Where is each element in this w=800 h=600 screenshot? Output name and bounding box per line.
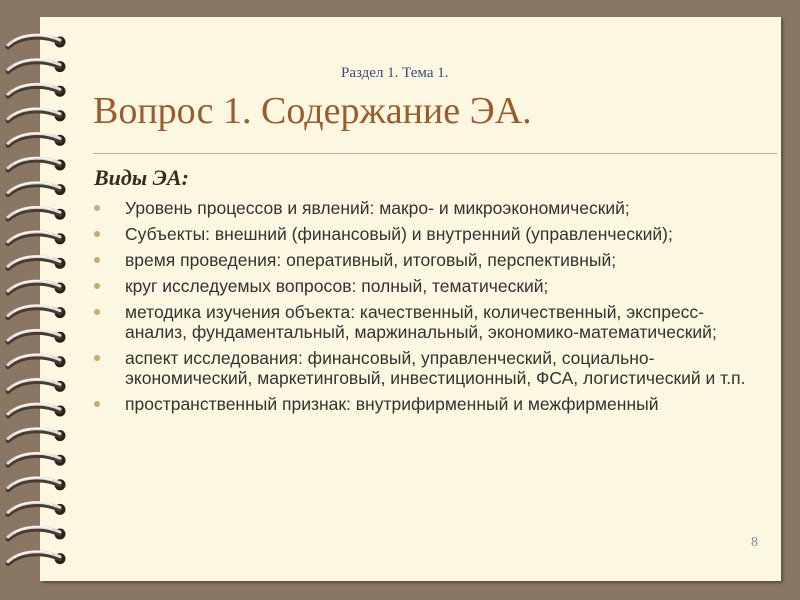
spiral-ring bbox=[8, 354, 66, 367]
spiral-ring bbox=[8, 59, 66, 72]
list-item bbox=[94, 198, 754, 218]
spiral-ring bbox=[8, 84, 66, 97]
spiral-ring bbox=[8, 527, 66, 540]
list-item-text: аспект исследования: финансовый, управленческий, социально-экономический, маркетинговый, инвестиционный, ФСА, логистический и т.п. bbox=[125, 348, 746, 388]
bullet-dot-icon bbox=[94, 309, 100, 315]
spiral-ring bbox=[8, 477, 66, 490]
spiral-ring bbox=[8, 281, 66, 294]
page-number: 8 bbox=[751, 535, 758, 550]
spiral-ring bbox=[8, 453, 66, 466]
list-item-text: круг исследуемых вопросов: полный, тематический; bbox=[125, 276, 549, 296]
spiral-ring bbox=[8, 108, 66, 121]
spiral-ring bbox=[8, 379, 66, 392]
spiral-ring bbox=[8, 158, 66, 171]
spiral-ring bbox=[8, 256, 66, 269]
spiral-ring bbox=[8, 182, 66, 195]
spiral-ring bbox=[8, 404, 66, 417]
spiral-ring bbox=[8, 502, 66, 515]
bullet-dot-icon bbox=[94, 283, 100, 289]
spiral-ring bbox=[8, 207, 66, 220]
spiral-ring bbox=[8, 305, 66, 318]
list-item-text: пространственный признак: внутрифирменный и межфирменный bbox=[125, 394, 659, 414]
list-item-text: время проведения: оперативный, итоговый, перспективный; bbox=[125, 250, 617, 270]
spiral-ring bbox=[8, 330, 66, 343]
list-item bbox=[94, 276, 754, 296]
spiral-ring bbox=[8, 231, 66, 244]
spiral-ring bbox=[8, 133, 66, 146]
list-item bbox=[94, 224, 754, 244]
list-item bbox=[94, 394, 754, 414]
spiral-ring bbox=[8, 428, 66, 441]
spiral-binding-icon bbox=[0, 0, 90, 600]
list-item bbox=[94, 302, 754, 342]
section-heading: Виды ЭА: bbox=[94, 165, 189, 190]
list-item bbox=[94, 250, 754, 270]
bullet-dot-icon bbox=[94, 401, 100, 407]
bullet-list bbox=[94, 198, 754, 420]
title-divider bbox=[93, 153, 777, 154]
list-item bbox=[94, 348, 754, 388]
list-item-text: Субъекты: внешний (финансовый) и внутренний (управленческий); bbox=[125, 224, 673, 244]
slide-title: Вопрос 1. Содержание ЭА. bbox=[93, 90, 532, 132]
bullet-dot-icon bbox=[94, 257, 100, 263]
list-item-text: методика изучения объекта: качественный, количественный, экспресс-анализ, фундаментальный, маржинальный, экономико-математический; bbox=[125, 302, 717, 342]
bullet-dot-icon bbox=[94, 355, 100, 361]
bullet-dot-icon bbox=[94, 231, 100, 237]
spiral-ring bbox=[8, 551, 66, 564]
spiral-ring bbox=[8, 35, 66, 48]
slide-subtitle: Раздел 1. Тема 1. bbox=[341, 65, 449, 81]
bullet-dot-icon bbox=[94, 205, 100, 211]
list-item-text: Уровень процессов и явлений: макро- и микроэкономический; bbox=[125, 198, 630, 218]
notebook-page bbox=[40, 17, 781, 581]
